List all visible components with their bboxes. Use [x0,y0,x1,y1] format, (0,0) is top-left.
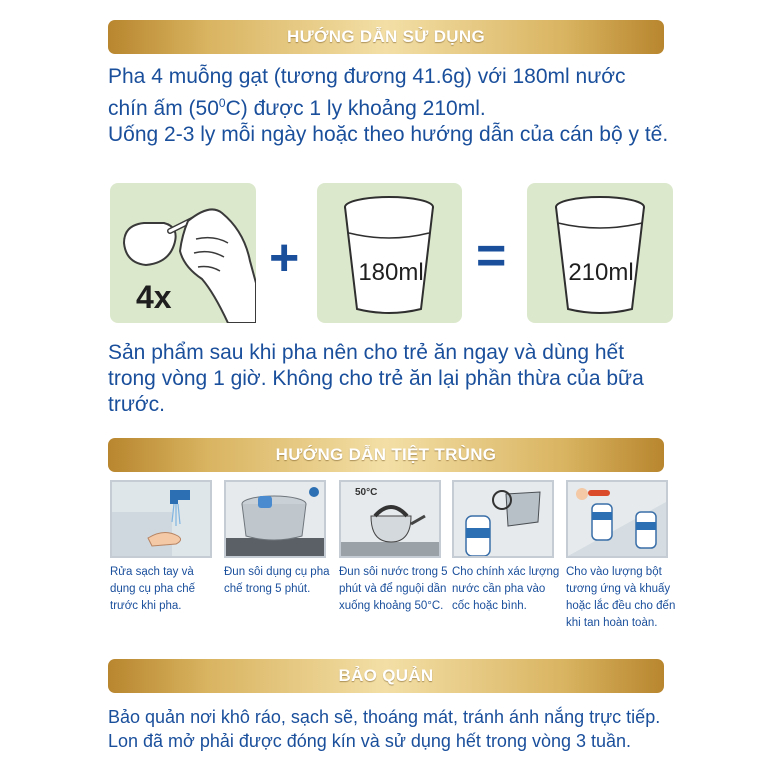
sterilize-step-2-caption: Đun sôi dụng cụ pha chế trong 5 phút. [224,566,330,595]
sterilize-banner [108,438,664,472]
wash-hands-icon [112,482,210,556]
equals-sign: = [476,227,507,285]
result-cup-panel [527,183,673,323]
usage-line-2-end: C) được 1 ly khoảng 210ml. [225,97,486,120]
scoop-hand-icon [110,183,256,323]
usage-title: HƯỚNG DẪN SỬ DỤNG [287,27,485,46]
sterilize-step-5-image [566,480,668,558]
usage-line-3: Uống 2-3 ly mỗi ngày hoặc theo hướng dẫn của cán bộ y tế. [108,123,669,146]
scoop-count: 4x [136,279,172,315]
sterilize-step-4-image [452,480,554,558]
sterilize-step-2-image [224,480,326,558]
result-volume-label: 210ml [568,259,634,286]
boiling-pot-icon [226,482,324,556]
sterilize-title: HƯỚNG DẪN TIỆT TRÙNG [275,445,497,464]
storage-instructions [108,705,688,753]
storage-title: BẢO QUẢN [338,666,434,685]
usage-line-2: chín ấm (50 [108,97,219,120]
temperature-label: 50°C [355,487,378,498]
degree-sup: 0 [218,96,226,110]
water-cup-panel [317,183,462,323]
shake-bottle-icon [568,482,666,556]
sterilize-step-5-caption: Cho vào lượng bột tương ứng và khuấy hoặc lắc đều cho đến khi tan hoàn toàn. [566,566,676,629]
usage-note: Sản phẩm sau khi pha nên cho trẻ ăn ngay và dùng hết trong vòng 1 giờ. Không cho trẻ ăn lại phần thừa của bữa trước. [108,341,644,416]
water-volume-label: 180ml [358,259,424,286]
plus-sign: + [269,229,300,287]
sterilize-step-1-caption: Rửa sạch tay và dụng cụ pha chế trước khi pha. [110,566,196,612]
sterilize-step-3-image [339,480,441,558]
storage-line-2: Lon đã mở phải được đóng kín và sử dụng hết trong vòng 3 tuần. [108,731,632,751]
pour-water-icon [454,482,552,556]
scoop-panel [110,183,256,323]
water-cup-icon [317,183,462,323]
storage-banner [108,659,664,693]
result-cup-icon [527,183,673,323]
sterilize-step-3-caption: Đun sôi nước trong 5 phút và để nguội dần xuống khoảng 50°C. [339,566,448,612]
usage-banner [108,20,664,54]
usage-instructions [108,64,678,148]
sterilize-step-4-caption: Cho chính xác lượng nước cần pha vào cốc hoặc bình. [452,566,560,612]
usage-line-1: Pha 4 muỗng gạt (tương đương 41.6g) với 180ml nước [108,65,626,88]
sterilize-step-1-image [110,480,212,558]
storage-line-1: Bảo quản nơi khô ráo, sạch sẽ, thoáng mát, tránh ánh nắng trực tiếp. [108,707,661,727]
